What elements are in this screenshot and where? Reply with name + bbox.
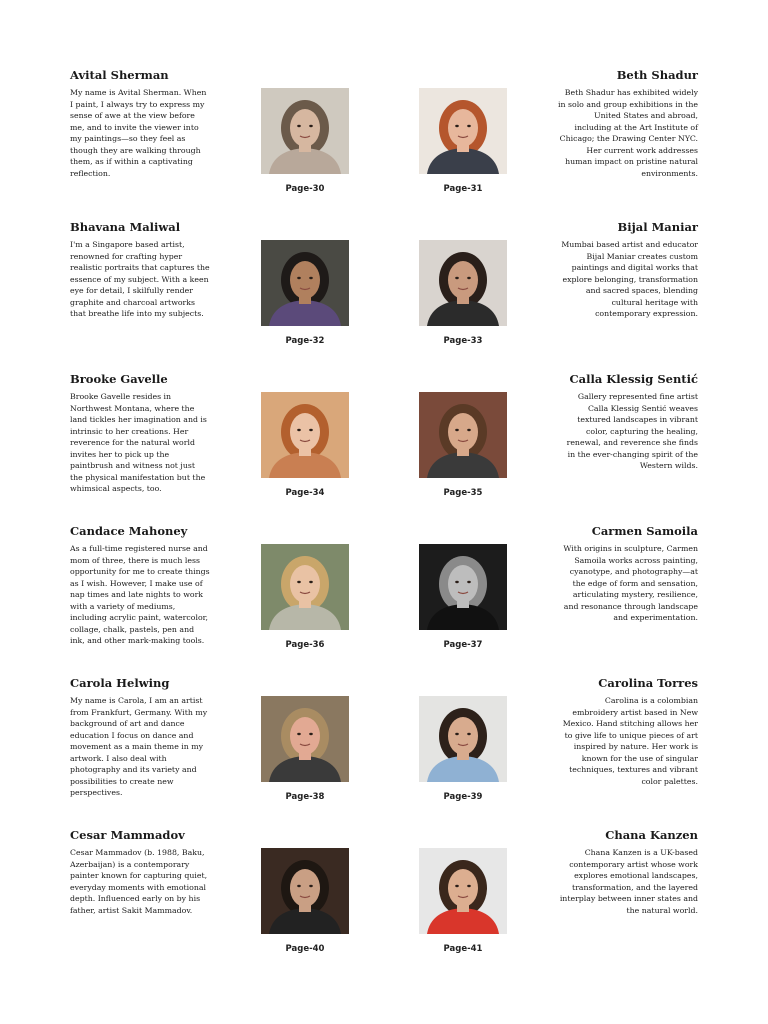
artist-bio-right — [558, 372, 698, 472]
artist-card[interactable] — [261, 544, 349, 650]
artist-row — [0, 372, 768, 522]
artist-row — [0, 828, 768, 978]
artist-row — [0, 676, 768, 826]
artist-name: Brooke Gavelle — [70, 372, 168, 386]
page-reference-label: Page-31 — [443, 184, 483, 194]
portrait-image — [261, 88, 349, 174]
artist-description: As a full-time registered nurse and mom of three, there is much less opportunity for me to create things as I wish. However, I make use of nap times and late nights to work with a variety of mediums, including acrylic paint, watercolor, collage, chalk, pastels, pen and ink, and other mark-making tools. — [70, 544, 210, 645]
artist-name: Carmen Samoila — [591, 524, 698, 538]
artist-bio-right — [558, 828, 698, 916]
artist-row — [0, 524, 768, 674]
portrait-image — [419, 696, 507, 782]
artist-card[interactable] — [419, 88, 507, 194]
page-reference-label: Page-41 — [443, 944, 483, 954]
artist-bio-right — [558, 68, 698, 179]
artist-portrait-photo[interactable] — [419, 696, 507, 782]
artist-description: I'm a Singapore based artist, renowned for crafting hyper realistic portraits that captures the essence of my subject. With a keen eye for detail, I skilfully render graphite and charcoal artworks that breathe life into my subjects. — [70, 240, 210, 318]
artist-description: Brooke Gavelle resides in Northwest Montana, where the land tickles her imagination and is intrinsic to her creations. Her reverence for the natural world invites her to pick up the paintbrush and witness not just the physical manifestation but the whimsical aspects, too. — [70, 392, 207, 493]
artist-portrait-photo[interactable] — [261, 88, 349, 174]
artist-bio-left — [70, 68, 210, 179]
artist-name: Bhavana Maliwal — [70, 220, 181, 234]
artist-card[interactable] — [261, 848, 349, 954]
artist-card[interactable] — [419, 240, 507, 346]
portrait-image — [419, 240, 507, 326]
artist-portrait-photo[interactable] — [419, 88, 507, 174]
artist-bio-left — [70, 524, 210, 647]
artist-description: My name is Avital Sherman. When I paint, I always try to express my sense of awe at the view before me, and to invite the viewer into my paintings—so they feel as though they are walking through them, as if within a captivating reflection. — [70, 88, 207, 178]
artist-description: Chana Kanzen is a UK-based contemporary artist whose work explores emotional landscapes, transformation, and the layered interplay between inner states and the natural world. — [559, 848, 698, 915]
artist-name: Candace Mahoney — [70, 524, 188, 538]
artist-card[interactable] — [419, 696, 507, 802]
artist-name: Beth Shadur — [616, 68, 698, 82]
artist-portrait-photo[interactable] — [419, 240, 507, 326]
artist-bio-right — [558, 676, 698, 787]
portrait-image — [261, 848, 349, 934]
page-reference-label: Page-33 — [443, 336, 483, 346]
artist-name: Avital Sherman — [70, 68, 169, 82]
artist-description: Gallery represented fine artist Calla Klessig Sentić weaves textured landscapes in vibrant color, capturing the healing, renewal, and reverence she finds in the ever-changing spirit of the Western wilds. — [566, 392, 698, 470]
portrait-image — [261, 392, 349, 478]
artist-portrait-photo[interactable] — [261, 848, 349, 934]
artist-description: Cesar Mammadov (b. 1988, Baku, Azerbaijan) is a contemporary painter known for capturing quiet, everyday moments with emotional depth. Influenced early on by his father, artist Sakit Mammadov. — [70, 848, 208, 915]
artist-card[interactable] — [261, 88, 349, 194]
page-reference-label: Page-37 — [443, 640, 483, 650]
portrait-image — [419, 848, 507, 934]
artist-name: Calla Klessig Sentić — [569, 372, 698, 386]
portrait-image — [261, 544, 349, 630]
artist-description: Carolina is a colombian embroidery artist based in New Mexico. Hand stitching allows her to give life to unique pieces of art inspired by nature. Her work is known for the use of singular techniques, textures and vibrant color palettes. — [562, 696, 698, 786]
page-reference-label: Page-32 — [285, 336, 325, 346]
portrait-image — [419, 544, 507, 630]
artist-portrait-photo[interactable] — [261, 696, 349, 782]
artist-bio-right — [558, 524, 698, 624]
artist-portrait-photo[interactable] — [261, 240, 349, 326]
artist-portrait-photo[interactable] — [261, 392, 349, 478]
artist-name: Carola Helwing — [70, 676, 170, 690]
artist-description: My name is Carola, I am an artist from Frankfurt, Germany. With my background of art and dance education I focus on dance and movement as a main theme in my artwork. I also deal with photography and its variety and possibilities to create new perspectives. — [70, 696, 208, 797]
artist-description: Mumbai based artist and educator Bijal Maniar creates custom paintings and digital works that explore belonging, transformation and sacred spaces, blending cultural heritage with contemporary expression. — [561, 240, 698, 318]
page-reference-label: Page-39 — [443, 792, 483, 802]
portrait-image — [261, 696, 349, 782]
artist-bio-left — [70, 676, 210, 799]
artist-card[interactable] — [419, 544, 507, 650]
artist-name: Bijal Maniar — [617, 220, 698, 234]
portrait-image — [419, 88, 507, 174]
artist-card[interactable] — [261, 392, 349, 498]
artist-bio-left — [70, 220, 210, 320]
artist-card[interactable] — [419, 848, 507, 954]
page-reference-label: Page-35 — [443, 488, 483, 498]
artist-card[interactable] — [261, 240, 349, 346]
artist-name: Carolina Torres — [598, 676, 698, 690]
artist-card[interactable] — [261, 696, 349, 802]
artist-portrait-photo[interactable] — [419, 544, 507, 630]
page-reference-label: Page-30 — [285, 184, 325, 194]
artist-card[interactable] — [419, 392, 507, 498]
page-reference-label: Page-38 — [285, 792, 325, 802]
page-reference-label: Page-40 — [285, 944, 325, 954]
artist-description: Beth Shadur has exhibited widely in solo and group exhibitions in the United States and abroad, including at the Art Institute of Chicago; the Drawing Center NYC. Her current work addresses human impact on pristine natural environments. — [558, 88, 698, 178]
artist-bio-right — [558, 220, 698, 320]
artist-row — [0, 68, 768, 218]
artist-bio-left — [70, 372, 210, 495]
portrait-image — [419, 392, 507, 478]
artist-bio-left — [70, 828, 210, 916]
page-reference-label: Page-36 — [285, 640, 325, 650]
portrait-image — [261, 240, 349, 326]
artist-row — [0, 220, 768, 370]
artist-name: Chana Kanzen — [605, 828, 698, 842]
artist-portrait-photo[interactable] — [419, 392, 507, 478]
artist-description: With origins in sculpture, Carmen Samoila works across painting, cyanotype, and photography—at the edge of form and sensation, articulating mystery, resilience, and resonance through landscape and experimentation. — [563, 544, 698, 622]
artist-name: Cesar Mammadov — [70, 828, 185, 842]
page-reference-label: Page-34 — [285, 488, 325, 498]
artist-portrait-photo[interactable] — [261, 544, 349, 630]
artist-portrait-photo[interactable] — [419, 848, 507, 934]
